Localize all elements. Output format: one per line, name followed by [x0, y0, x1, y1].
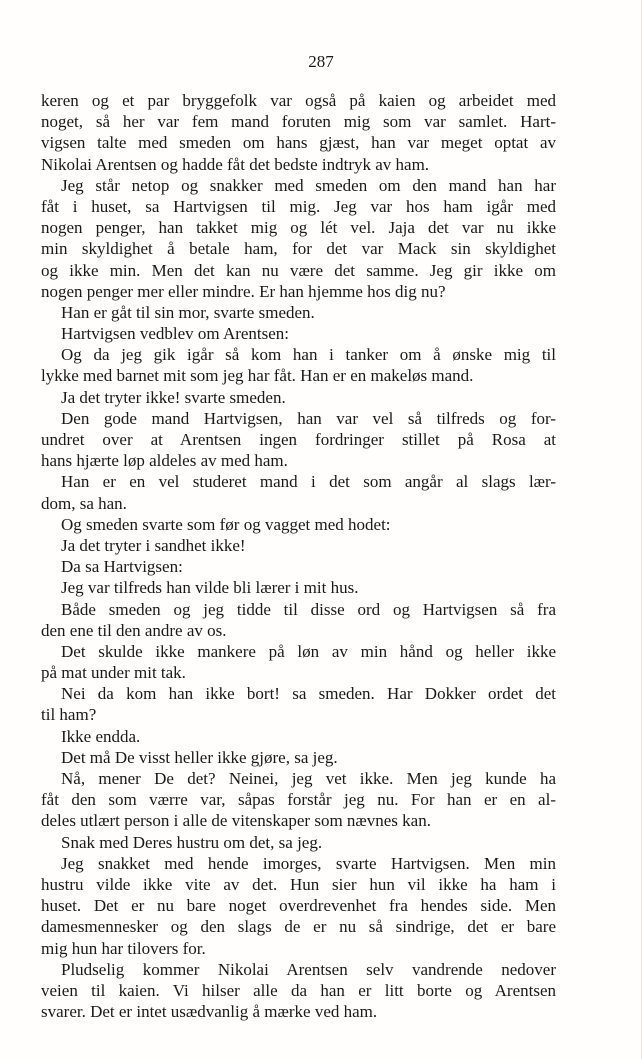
text-line: Det skulde ikke mankere på løn av min hånd og heller ikke	[61, 641, 556, 661]
text-line: lykke med barnet mit som jeg har fåt. Han er en makeløs mand.	[41, 366, 474, 386]
text-line: Ikke endda.	[61, 726, 141, 746]
text-line: til ham?	[41, 705, 97, 725]
page-number: 287	[308, 52, 334, 71]
text-line: deles utlært person i alle de vitenskaper som nævnes kan.	[41, 811, 431, 831]
text-line: svarer. Det er intet usædvanlig å mærke ved ham.	[41, 1002, 378, 1022]
text-line: Ja det tryter i sandhet ikke!	[61, 535, 246, 555]
text-line: vigsen talte med smeden om hans gjæst, han var meget optat av	[41, 133, 556, 153]
text-line: nogen penger, han takket mig og lét vel. Jaja det var nu ikke	[41, 218, 556, 238]
text-line: Det må De visst heller ikke gjøre, sa jeg.	[61, 747, 338, 767]
text-line: Jeg står netop og snakker med smeden om den mand han har	[61, 175, 556, 195]
text-line: mig hun har tilovers for.	[41, 938, 206, 958]
body-text	[41, 90, 556, 1022]
text-line: på mat under mit tak.	[41, 663, 186, 683]
text-line: Jeg snakket med hende imorges, svarte Hartvigsen. Men min	[61, 853, 556, 873]
text-line: Jeg var tilfreds han vilde bli lærer i mit hus.	[61, 578, 359, 598]
text-line: Hartvigsen vedblev om Arentsen:	[61, 324, 290, 344]
text-line: keren og et par bryggefolk var også på kaien og arbeidet med	[41, 91, 556, 110]
text-line: nogen penger mer eller mindre. Er han hjemme hos dig nu?	[41, 281, 446, 301]
text-line: Nikolai Arentsen og hadde fåt det bedste indtryk av ham.	[41, 154, 430, 174]
text-line: noget, så her var fem mand foruten mig som var samlet. Hart-	[41, 112, 556, 132]
text-line: veien til kaien. Vi hilser alle da han er litt borte og Arentsen	[41, 980, 556, 1000]
text-line: hans hjærte løp aldeles av med ham.	[41, 451, 288, 471]
text-line: Han er gåt til sin mor, svarte smeden.	[61, 302, 315, 322]
text-line: Snak med Deres hustru om det, sa jeg.	[61, 832, 323, 852]
text-line: Den gode mand Hartvigsen, han var vel så tilfreds og for-	[61, 408, 556, 428]
text-line: fåt i huset, sa Hartvigsen til mig. Jeg var hos ham igår med	[41, 196, 556, 216]
text-line: Han er en vel studeret mand i det som angår al slags lær-	[61, 472, 556, 492]
text-line: undret over at Arentsen ingen fordringer stillet på Rosa at	[41, 430, 556, 449]
text-line: Og da jeg gik igår så kom han i tanker om å ønske mig til	[61, 345, 556, 365]
text-line: huset. Det er nu bare noget overdrevenhet fra hendes side. Men	[41, 896, 556, 916]
text-line: fåt den som værre var, såpas forstår jeg nu. For han er en al-	[41, 790, 556, 810]
text-line: og ikke min. Men det kan nu være det samme. Jeg gir ikke om	[41, 260, 556, 280]
text-line: hustru vilde ikke vite av det. Hun sier hun vil ikke ha ham i	[41, 874, 556, 894]
text-line: damesmennesker og den slags de er nu så sindrige, det er bare	[41, 917, 556, 937]
text-line: Nå, mener De det? Neinei, jeg vet ikke. Men jeg kunde ha	[61, 769, 556, 788]
text-line: Nei da kom han ikke bort! sa smeden. Har Dokker ordet det	[61, 684, 556, 704]
text-line: Pludselig kommer Nikolai Arentsen selv vandrende nedover	[61, 959, 556, 979]
text-line: Ja det tryter ikke! svarte smeden.	[61, 387, 286, 407]
text-line: den ene til den andre av os.	[41, 620, 227, 640]
text-line: Og smeden svarte som før og vagget med hodet:	[61, 514, 391, 534]
text-line: min skyldighet å betale ham, for det var Mack sin skyldighet	[41, 239, 556, 259]
text-line: Da sa Hartvigsen:	[61, 557, 183, 577]
text-line: Både smeden og jeg tidde til disse ord og Hartvigsen så fra	[61, 599, 556, 619]
text-line: dom, sa han.	[41, 493, 127, 513]
